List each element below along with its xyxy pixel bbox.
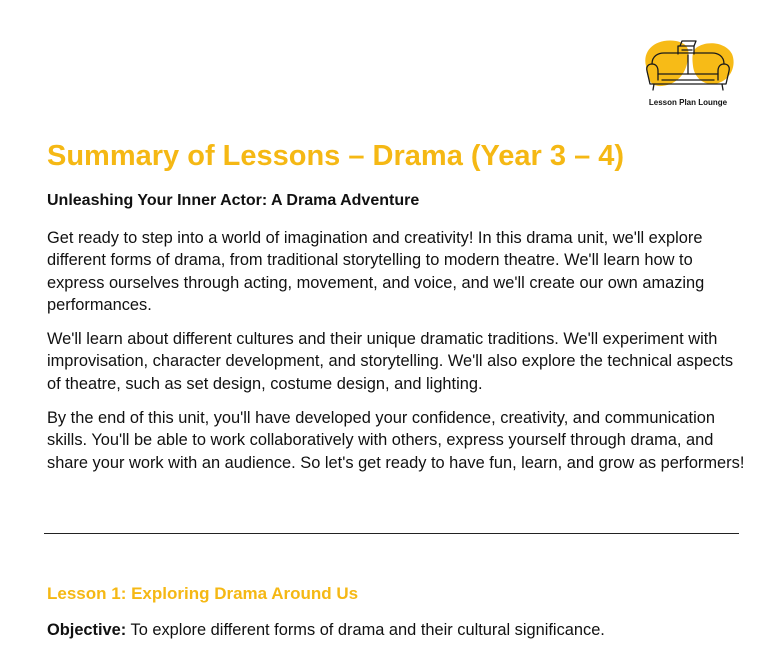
logo [640, 36, 736, 112]
logo-text: Lesson Plan Lounge [648, 98, 728, 107]
intro-paragraph-2: We'll learn about different cultures and their unique dramatic traditions. We'll experiment with improvisation, character development, and storytelling. We'll also explore the technical aspects of theatre, such as set design, costume design, and lighting. [47, 330, 734, 393]
intro-paragraph-1: Get ready to step into a world of imagination and creativity! In this drama unit, we'll explore different forms of drama, from traditional storytelling to modern theatre. We'll learn how to express ourselves through acting, movement, and voice, and we'll create our own amazing performances. [47, 229, 705, 315]
objective-text: To explore different forms of drama and their cultural significance. [126, 621, 605, 639]
lesson-heading: Lesson 1: Exploring Drama Around Us [47, 584, 359, 603]
objective-label: Objective: [47, 621, 127, 639]
intro-paragraph-3: By the end of this unit, you'll have developed your confidence, creativity, and communication skills. You'll be able to work collaboratively with others, express yourself through drama, and share your work with an audience. So let's get ready to have fun, learn, and grow as performers! [47, 409, 745, 472]
sofa-icon [640, 36, 736, 98]
page-title: Summary of Lessons – Drama (Year 3 – 4) [47, 140, 625, 172]
section-divider [44, 533, 739, 534]
lesson-objective [47, 620, 605, 640]
page-subtitle: Unleashing Your Inner Actor: A Drama Adventure [47, 192, 420, 209]
